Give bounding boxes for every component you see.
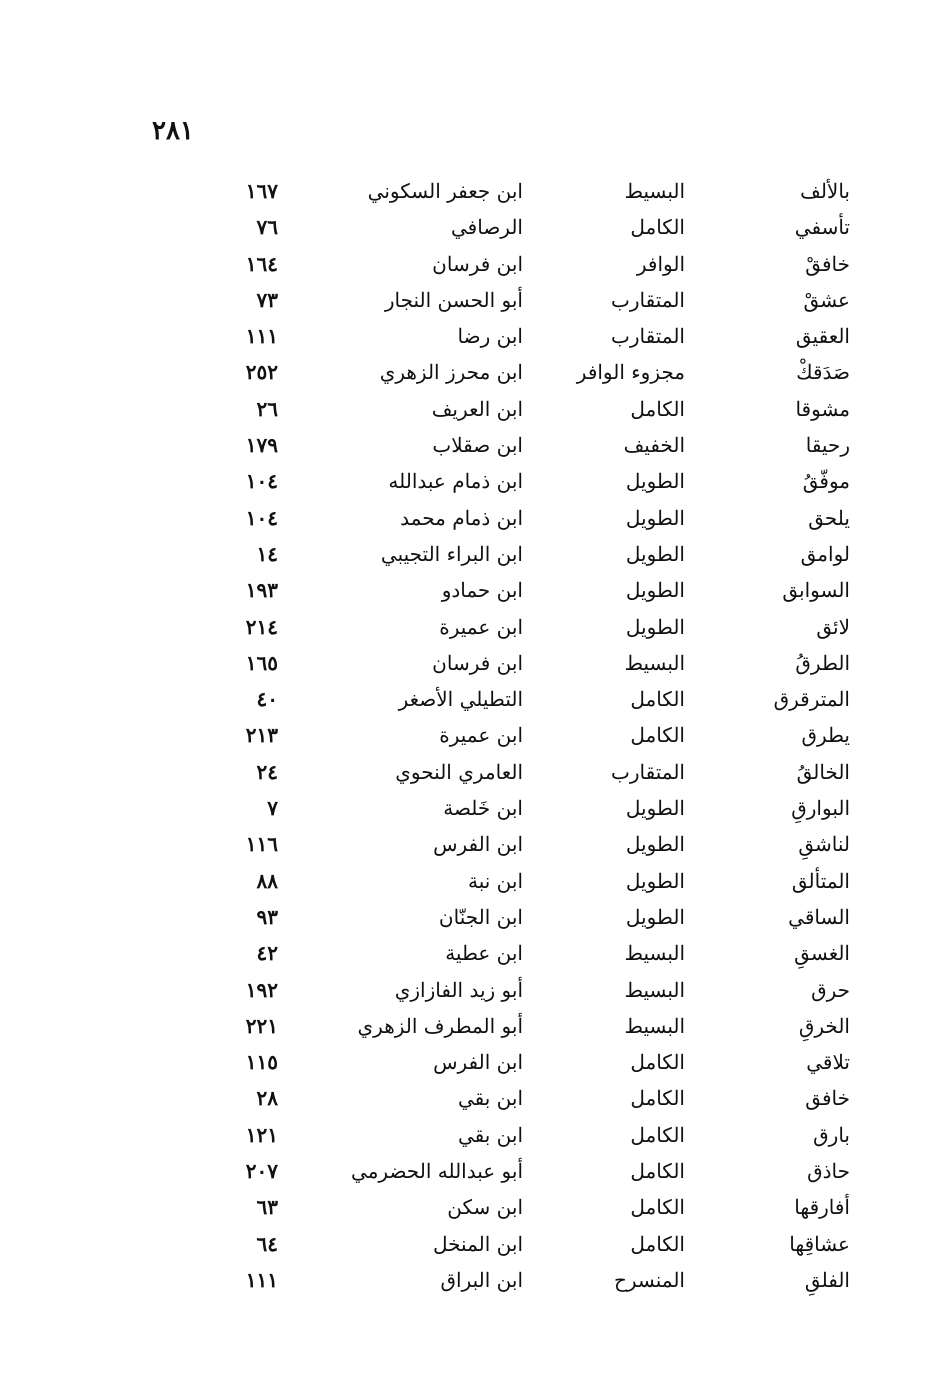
page-reference: ١٩٢ [245,977,278,1002]
index-row [0,1117,950,1153]
poetic-meter: الطويل [625,541,685,566]
poetic-meter: الوافر [636,251,685,276]
poetic-meter: الطويل [625,868,685,893]
page-reference: ١١٦ [245,832,278,857]
page-reference: ٢٠٧ [245,1159,278,1184]
poet-name: أبو الحسن النجار [384,287,523,312]
rhyme-word: المتألق [791,868,850,893]
rhyme-word: لوامق [800,541,850,566]
rhyme-word: موفّقُ [802,469,850,494]
page-reference: ٤٠ [256,687,278,712]
poetic-meter: الطويل [625,904,685,929]
rhyme-word: الفلقِ [804,1267,850,1292]
poet-name: أبو عبدالله الحضرمي [351,1159,523,1184]
poet-name: ابن محرز الزهري [379,360,523,385]
poet-name: ابن نبة [467,868,523,893]
rhyme-word: رحيقا [805,433,850,458]
poetic-meter: المتقارب [611,324,685,349]
poetic-meter: الكامل [630,1195,685,1220]
poet-name: أبو زيد الفازازي [394,977,523,1002]
poetic-meter: الطويل [625,469,685,494]
rhyme-word: البوارقِ [791,796,850,821]
poetic-meter: الكامل [630,1122,685,1147]
page-reference: ٢١٣ [245,723,278,748]
poet-name: ابن فرسان [432,251,523,276]
page-reference: ١٦٧ [245,179,278,203]
index-row [0,899,950,935]
poetic-meter: الطويل [625,796,685,821]
index-row [0,717,950,753]
poetic-meter: الكامل [630,1050,685,1075]
index-row [0,500,950,536]
page-reference: ١٩٣ [245,578,278,603]
page-reference: ١٠٤ [245,469,278,494]
index-row [0,1044,950,1080]
poetic-meter: المتقارب [611,287,685,312]
rhyme-word: الخالقُ [796,759,850,784]
page-reference: ٢٦ [256,396,278,421]
rhyme-word: عشاقِها [789,1231,850,1256]
index-row [0,681,950,717]
poetic-meter: البسيط [624,650,685,675]
rhyme-word: أفارقها [794,1195,850,1220]
poet-name: ابن الجنّان [438,904,523,929]
rhyme-word: الساقي [788,904,850,929]
rhyme-word: حرق [811,977,850,1002]
page-reference: ١٠٤ [245,505,278,530]
poet-name: ابن بقي [457,1122,523,1147]
poet-name: ابن البراء التجيبي [380,541,523,566]
poet-name: ابن فرسان [432,650,523,675]
page-reference: ٦٣ [256,1195,278,1220]
poetic-meter: الطويل [625,832,685,857]
rhyme-word: عشقْ [803,287,850,312]
page-reference: ٤٢ [256,941,278,966]
rhyme-word: لناشقِ [798,832,850,857]
page-reference: ٩٣ [256,904,278,929]
rhyme-word: حاذق [807,1159,850,1184]
index-row [0,863,950,899]
poet-name: أبو المطرف الزهري [357,1013,523,1038]
poet-name: ابن عميرة [439,723,523,748]
page-reference: ١١٥ [245,1050,278,1075]
rhyme-word: يطرق [801,723,850,748]
poet-name: ابن سكن [447,1195,523,1220]
poet-name: ابن جعفر السكوني [367,179,523,203]
rhyme-word: بارق [813,1122,850,1147]
index-row [0,463,950,499]
index-row [0,1262,950,1298]
page-reference: ١٢١ [245,1122,278,1147]
rhyme-word: الغسقِ [794,941,850,966]
index-table [0,173,950,1298]
index-row [0,209,950,245]
index-row [0,318,950,354]
index-row [0,645,950,681]
rhyme-word: تلاقي [806,1050,850,1075]
rhyme-word: خافقْ [805,251,850,276]
rhyme-word: بالألف [800,179,850,203]
rhyme-word: تأسفي [794,215,850,240]
index-row [0,790,950,826]
page-reference: ١١١ [245,324,278,349]
poetic-meter: مجزوء الوافر [576,360,685,385]
poet-name: ابن الفرس [433,832,523,857]
index-row [0,972,950,1008]
index-row [0,354,950,390]
index-row [0,1153,950,1189]
page-reference: ١٦٤ [245,251,278,276]
page-reference: ١٤ [256,541,278,566]
poetic-meter: البسيط [624,179,685,203]
poet-name: العامري النحوي [395,759,523,784]
index-row [0,935,950,971]
poet-name: ابن البراق [440,1267,523,1292]
poet-name: ابن ذمام عبدالله [388,469,523,494]
poet-name: ابن خَلصة [443,796,523,821]
page-reference: ٢١٤ [245,614,278,639]
poetic-meter: الطويل [625,614,685,639]
index-row [0,609,950,645]
rhyme-word: مشوقا [795,396,850,421]
page-number: ٢٨١ [152,116,194,146]
poetic-meter: الكامل [630,215,685,240]
rhyme-word: الخرقِ [798,1013,850,1038]
index-row [0,282,950,318]
poet-name: ابن العريف [431,396,523,421]
poetic-meter: البسيط [624,1013,685,1038]
rhyme-word: صَدَقكْ [796,360,850,385]
poet-name: ابن الفرس [433,1050,523,1075]
page-reference: ١٦٥ [245,650,278,675]
poet-name: الرصافي [451,215,523,240]
poet-name: ابن ذمام محمد [400,505,523,530]
rhyme-word: السوابق [782,578,850,603]
rhyme-word: المترقرق [773,687,850,712]
poetic-meter: الطويل [625,578,685,603]
poetic-meter: الخفيف [623,433,685,458]
poet-name: ابن حمادو [441,578,523,603]
rhyme-word: يلحق [808,505,850,530]
poetic-meter: المتقارب [611,759,685,784]
poetic-meter: الكامل [630,1231,685,1256]
rhyme-word: لائق [816,614,850,639]
poetic-meter: الكامل [630,1159,685,1184]
page-reference: ٢٢١ [245,1013,278,1038]
poetic-meter: الكامل [630,396,685,421]
poet-name: ابن رضا [457,324,523,349]
index-row [0,173,950,209]
index-row [0,1226,950,1262]
page-reference: ٢٥٢ [245,360,278,385]
poetic-meter: المنسرح [613,1267,685,1292]
poetic-meter: الكامل [630,687,685,712]
index-row [0,391,950,427]
rhyme-word: العقيق [795,324,850,349]
poetic-meter: الكامل [630,1086,685,1111]
index-row [0,1189,950,1225]
rhyme-word: الطرقُ [795,650,850,675]
page-reference: ٧ [267,796,278,821]
poet-name: التطيلي الأصغر [398,687,523,712]
poet-name: ابن بقي [457,1086,523,1111]
rhyme-word: خافق [805,1086,850,1111]
poet-name: ابن عطية [445,941,523,966]
poet-name: ابن المنخل [432,1231,523,1256]
poetic-meter: البسيط [624,941,685,966]
poetic-meter: الطويل [625,505,685,530]
page-reference: ٢٨ [256,1086,278,1111]
page-reference: ٨٨ [256,868,278,893]
page-reference: ١٧٩ [245,433,278,458]
poet-name: ابن صقلاب [432,433,523,458]
index-row [0,572,950,608]
page-reference: ٧٦ [256,215,278,240]
page-reference: ٦٤ [256,1231,278,1256]
index-row [0,427,950,463]
page-reference: ١١١ [245,1267,278,1292]
index-row [0,1008,950,1044]
index-row [0,536,950,572]
page-reference: ٧٣ [256,287,278,312]
index-row [0,754,950,790]
poetic-meter: الكامل [630,723,685,748]
index-row [0,246,950,282]
index-row [0,1080,950,1116]
index-row [0,826,950,862]
poet-name: ابن عميرة [439,614,523,639]
poetic-meter: البسيط [624,977,685,1002]
page-reference: ٢٤ [256,759,278,784]
